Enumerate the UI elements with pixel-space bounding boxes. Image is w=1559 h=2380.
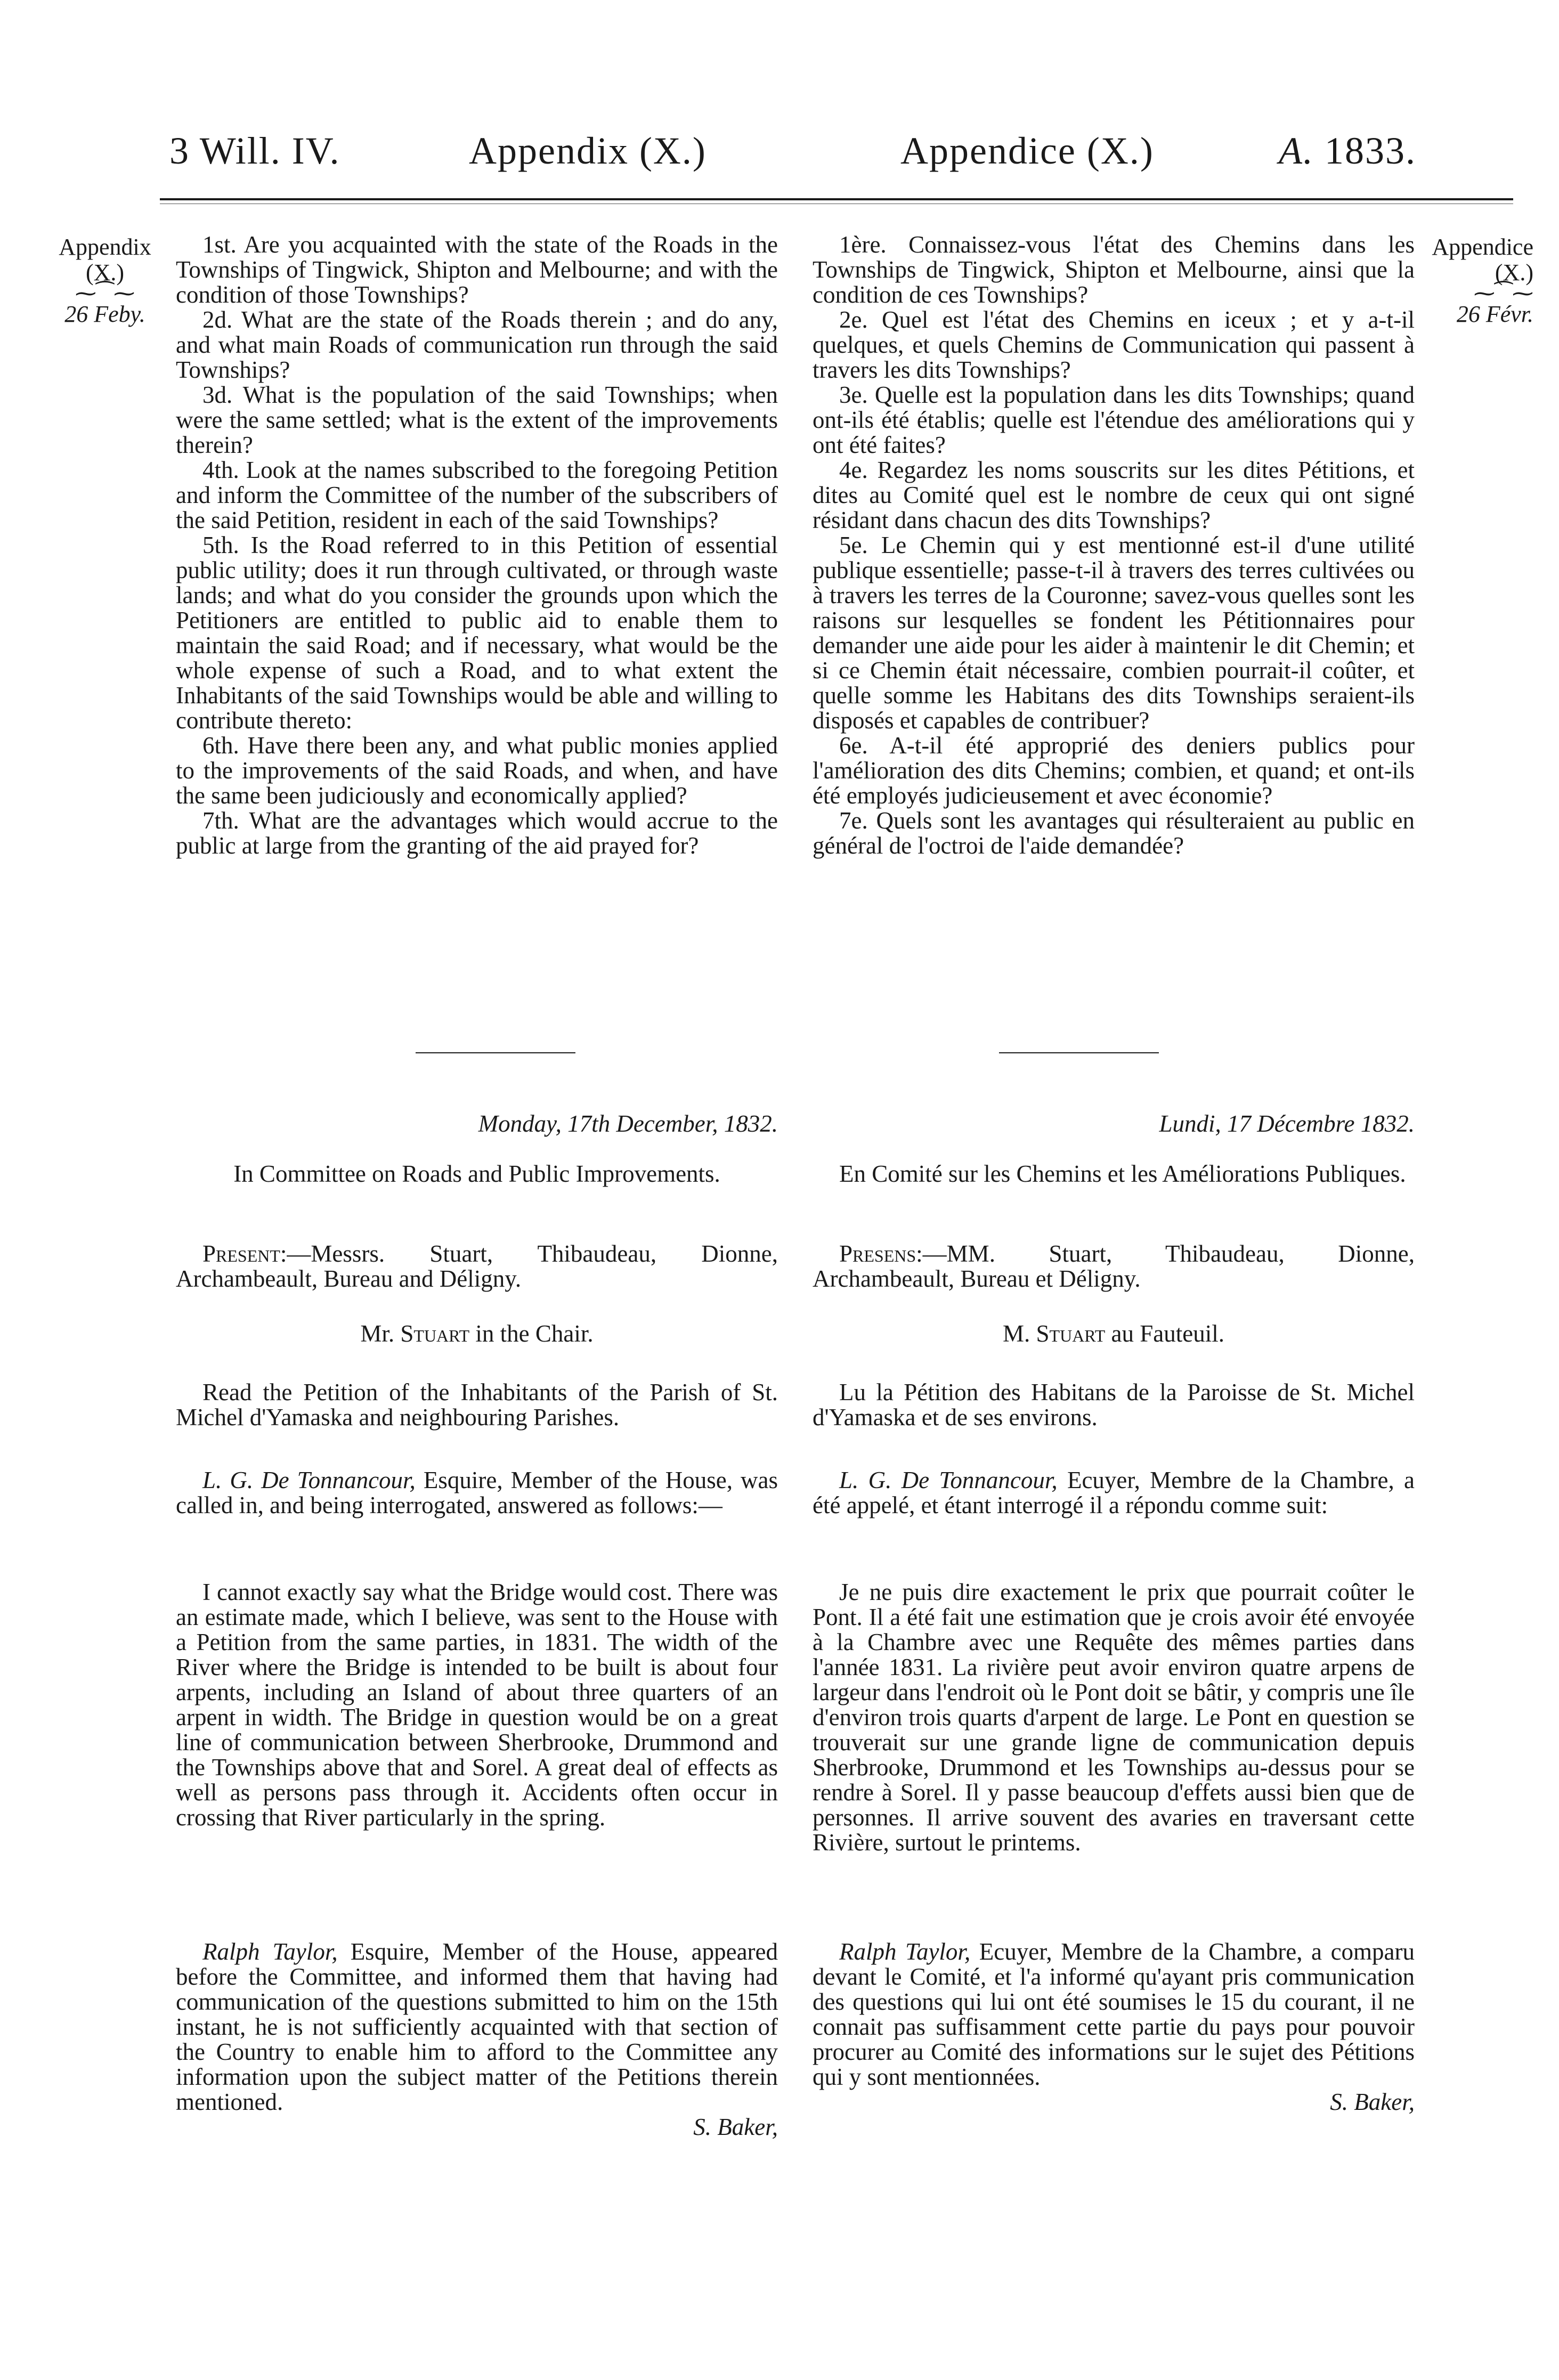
- witness2-statement: [176, 1939, 778, 2115]
- chair-suffix: au Fauteuil.: [1111, 1320, 1224, 1347]
- french-witness2-block: [813, 1939, 1415, 2115]
- present-names: —MM. Stuart, Thibaudeau, Dionne, Archambeault, Bureau et Déligny.: [813, 1240, 1415, 1292]
- question-4: 4e. Regardez les noms souscrits sur les dites Pétitions, et dites au Comité quel est le nombre de ceux qui ont signé résidant dans chacun des dits Townships?: [813, 457, 1415, 533]
- english-chair-block: [176, 1321, 778, 1346]
- french-witness1-intro: [813, 1468, 1415, 1518]
- margin-ornament: ⁓⁀⁓: [1473, 281, 1533, 305]
- margin-appendix-word: Appendice: [1432, 234, 1533, 260]
- english-witness1-answer: [176, 1580, 778, 1830]
- witness1-name: L. G. De Tonnancour,: [202, 1467, 416, 1493]
- present-members: [176, 1241, 778, 1291]
- margin-note-right: [1411, 234, 1533, 327]
- question-2: 2e. Quel est l'état des Chemins en iceux ; et y a-t-il quelques, et quels Chemins de Communication qui passent à travers les dits Townships?: [813, 306, 1415, 383]
- witness2-statement: [813, 1939, 1415, 2090]
- french-witness1-answer: [813, 1580, 1415, 1855]
- question-1: 1st. Are you acquainted with the state of the Roads in the Townships of Tingwick, Shipton and Melbourne; and with the condition of those Townships?: [176, 231, 778, 308]
- chair-name: Stuart: [400, 1320, 470, 1347]
- witness2-text: Ecuyer, Membre de la Chambre, a comparu devant le Comité, et l'a informé qu'ayant pris communication des questions qui lui ont été soumises le 15 du courant, il ne connait pas suffisamment cette partie du pays pour pouvoir procurer au Comité des informations sur le sujet des Pétitions qui y sont mentionnées.: [813, 1938, 1415, 2090]
- chair-prefix: M.: [1003, 1320, 1030, 1347]
- english-present-block: [176, 1241, 778, 1291]
- chair-suffix: in the Chair.: [475, 1320, 594, 1347]
- french-date-block: [813, 1111, 1415, 1136]
- header-appendix-french: Appendice (X.): [900, 129, 1154, 172]
- witness1-name: L. G. De Tonnancour,: [839, 1467, 1058, 1493]
- margin-ornament: ⁓⁀⁓: [75, 281, 135, 305]
- english-witness2-block: [176, 1939, 778, 2140]
- margin-appendix-letter: (X.): [1495, 259, 1533, 286]
- french-present-block: [813, 1241, 1415, 1291]
- question-5: 5th. Is the Road referred to in this Petition of essential public utility; does it run through cultivated, or through waste lands; and what do you consider the grounds upon which the Petitioners are entitled to public aid to enable them to maintain the said Road; and if necessary, what would be the whole expense of such a Road, and to what extent the Inhabitants of the said Townships would be able and willing to contribute thereto:: [176, 532, 778, 734]
- english-witness1-intro: [176, 1468, 778, 1518]
- chair-prefix: Mr.: [360, 1320, 395, 1347]
- committee-heading: En Comité sur les Chemins et les Améliorations Publiques.: [839, 1160, 1406, 1187]
- question-3: 3e. Quelle est la population dans les dits Townships; quand ont-ils été établis; quelle est l'étendue des améliorations qui y ont été faites?: [813, 381, 1415, 458]
- margin-appendix-letter: (X.): [85, 259, 125, 286]
- french-committee-block: [813, 1161, 1415, 1187]
- question-6: 6th. Have there been any, and what public monies applied to the improvements of the said Roads, and when, and have the same been judiciously and economically applied?: [176, 732, 778, 809]
- margin-appendix-word: Appendix: [59, 234, 151, 260]
- witness1-intro-text: Esquire, Member of the House, was called in, and being interrogated, answered as follows:—: [176, 1467, 778, 1518]
- witness1-answer: Je ne puis dire exactement le prix que pourrait coûter le Pont. Il a été fait une estimation que je crois avoir été envoyée à la Chambre avec une Requête des mêmes parties dans l'année 1831. La rivière peut avoir environ quatre arpens de largeur dans l'endroit où le Pont doit se bâtir, y compris une île d'environ trois quarts d'arpent de large. Le Pont en question se trouverait sur une grande ligne de communication depuis Sherbrooke, Drummond et les Townships au-dessus pour se rendre à Sorel. Il y passe beaucoup d'effets aussi bien que de personnes. Il arrive souvent des avaries en traversant cette Rivière, surtout le printems.: [813, 1579, 1415, 1856]
- present-label: Present:: [202, 1240, 287, 1267]
- question-1: 1ère. Connaissez-vous l'état des Chemins dans les Townships de Tingwick, Shipton et Melbourne, ainsi que la condition de ces Townships?: [813, 231, 1415, 308]
- present-members: [813, 1241, 1415, 1291]
- section-divider-french: [999, 1052, 1159, 1053]
- header-appendix-english: Appendix (X.): [469, 129, 707, 172]
- header-year: 1833.: [1324, 129, 1416, 172]
- witness2-text: Esquire, Member of the House, appeared before the Committee, and informed them that having had communication of the questions submitted to him on the 15th instant, he is not sufficiently acquainted with that section of the Country to enable him to afford to the Committee any information upon the subject matter of the Petitions therein mentioned.: [176, 1938, 778, 2115]
- read-petition: Read the Petition of the Inhabitants of the Parish of St. Michel d'Yamaska and neighbouring Parishes.: [176, 1379, 778, 1431]
- header-session: 3 Will. IV.: [169, 129, 340, 172]
- margin-date: 26 Févr.: [1456, 301, 1533, 327]
- french-read-block: [813, 1380, 1415, 1430]
- clerk-signature: S. Baker,: [1330, 2089, 1415, 2115]
- witness1-answer: I cannot exactly say what the Bridge would cost. There was an estimate made, which I believe, was sent to the House with a Petition from the same parties, in 1831. The width of the River where the Bridge is intended to be built is about four arpents, including an Island of about three quarters of an arpent in width. The Bridge in question would be on a great line of communication between Sherbrooke, Drummond and the Townships above that and Sorel. A great deal of effects as well as persons pass through it. Accidents often occur in crossing that River particularly in the spring.: [176, 1579, 778, 1831]
- committee-heading: In Committee on Roads and Public Improvements.: [233, 1160, 720, 1187]
- sitting-date: Lundi, 17 Décembre 1832.: [1159, 1110, 1415, 1137]
- sitting-date: Monday, 17th December, 1832.: [478, 1110, 778, 1137]
- section-divider-english: [416, 1052, 575, 1053]
- english-date-block: [176, 1111, 778, 1136]
- header-journal-year: [1279, 121, 1416, 180]
- french-questions: [813, 232, 1415, 858]
- witness2-name: Ralph Taylor,: [839, 1938, 971, 1965]
- question-2: 2d. What are the state of the Roads therein ; and do any, and what main Roads of communication run through the said Townships?: [176, 306, 778, 383]
- witness1-intro: [813, 1468, 1415, 1518]
- english-read-block: [176, 1380, 778, 1430]
- chair-name: Stuart: [1036, 1320, 1106, 1347]
- chair-line: [813, 1321, 1415, 1346]
- question-4: 4th. Look at the names subscribed to the foregoing Petition and inform the Committee of the number of the subscribers of the said Petition, resident in each of the said Townships?: [176, 457, 778, 533]
- question-3: 3d. What is the population of the said Townships; when were the same settled; what is the extent of the improvements therein?: [176, 381, 778, 458]
- header-journal-letter: A.: [1279, 129, 1314, 172]
- read-petition: Lu la Pétition des Habitans de la Paroisse de St. Michel d'Yamaska et de ses environs.: [813, 1379, 1415, 1431]
- clerk-signature: S. Baker,: [693, 2114, 778, 2140]
- margin-date: 26 Feby.: [64, 301, 145, 327]
- english-questions: [176, 232, 778, 858]
- present-label: Presens:: [839, 1240, 923, 1267]
- question-6: 6e. A-t-il été approprié des deniers publics pour l'amélioration des dits Chemins; combien, et quand; et ont-ils été employés judicieusement et avec économie?: [813, 732, 1415, 809]
- header-rule: [160, 198, 1513, 200]
- french-chair-block: [813, 1321, 1415, 1346]
- margin-note-left: [49, 234, 161, 327]
- chair-line: [176, 1321, 778, 1346]
- question-7: 7e. Quels sont les avantages qui résulteraient au public en général de l'octroi de l'aide demandée?: [813, 807, 1415, 859]
- question-5: 5e. Le Chemin qui y est mentionné est-il d'une utilité publique essentielle; passe-t-il à travers des terres cultivées ou à travers les terres de la Couronne; savez-vous quelles sont les raisons sur lesquelles se fondent les Pétitionnaires pour demander une aide pour les aider à maintenir le dit Chemin; et si ce Chemin était nécessaire, combien pourrait-il coûter, et quelle somme les Habitans des dits Townships seraient-ils disposés et capables de contribuer?: [813, 532, 1415, 734]
- witness1-intro: [176, 1468, 778, 1518]
- present-names: —Messrs. Stuart, Thibaudeau, Dionne, Archambeault, Bureau and Déligny.: [176, 1240, 778, 1292]
- english-committee-block: [176, 1161, 778, 1187]
- witness2-name: Ralph Taylor,: [202, 1938, 338, 1965]
- question-7: 7th. What are the advantages which would accrue to the public at large from the granting of the aid prayed for?: [176, 807, 778, 859]
- witness1-intro-text: Ecuyer, Membre de la Chambre, a été appelé, et étant interrogé il a répondu comme suit:: [813, 1467, 1415, 1518]
